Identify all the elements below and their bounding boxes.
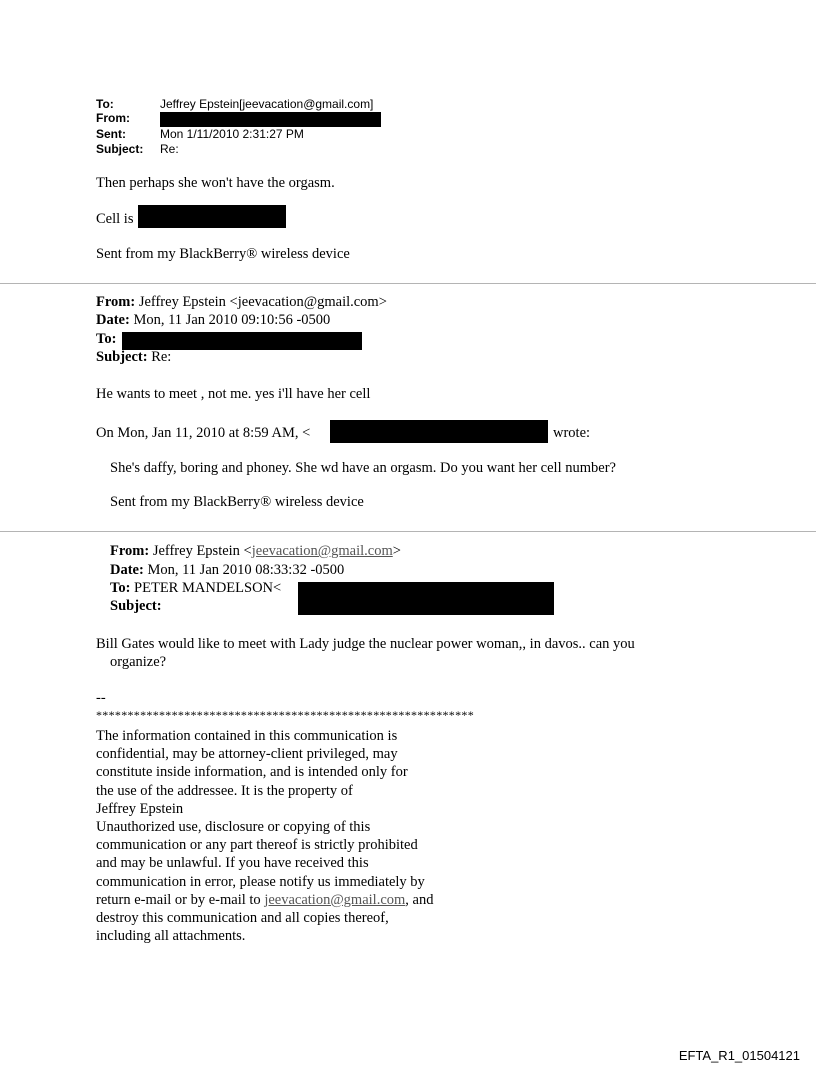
disclaimer-line: including all attachments. [96, 928, 246, 945]
disclaimer [96, 727, 433, 945]
message-3-body-line-2: organize? [110, 654, 167, 670]
message-3-body-line-1: Bill Gates would like to meet with Lady judge the nuclear power woman,, in davos.. can you [96, 636, 635, 652]
disclaimer-line: constitute inside information, and is intended only for [96, 764, 408, 781]
message-2-to [96, 331, 116, 348]
message-3-from [110, 543, 401, 560]
redaction-block [298, 582, 554, 615]
disclaimer-email-link[interactable]: jeevacation@gmail.com [264, 891, 406, 908]
subject-label: Subject: [110, 598, 162, 614]
message-2-body: He wants to meet , not me. yes i'll have her cell [96, 386, 371, 402]
to-label: To: [110, 580, 131, 596]
date-value: Mon, 11 Jan 2010 09:10:56 -0500 [129, 312, 331, 328]
message-2-subject [96, 349, 171, 366]
message-2-from [96, 294, 387, 311]
to-label: To: [96, 97, 114, 111]
subject-label: Subject: [96, 142, 144, 156]
subject-value: Re: [160, 142, 179, 156]
document-id: EFTA_R1_01504121 [678, 1048, 800, 1063]
divider [0, 531, 816, 532]
quote-intro-suffix: wrote: [553, 425, 591, 441]
from-value-suffix: > [392, 543, 401, 559]
to-value: Jeffrey Epstein[jeevacation@gmail.com] [160, 97, 374, 111]
redaction-block [160, 112, 381, 127]
disclaimer-line: communication or any part thereof is strictly prohibited [96, 837, 418, 854]
message-2-date [96, 312, 330, 329]
quoted-body: She's daffy, boring and phoney. She wd have an orgasm. Do you want her cell number? [110, 460, 616, 476]
from-email-link[interactable]: jeevacation@gmail.com [251, 543, 393, 559]
message-3-subject [110, 598, 162, 615]
disclaimer-line: and may be unlawful. If you have received this [96, 855, 369, 872]
disclaimer-email-line [96, 891, 433, 909]
message-1-signature: Sent from my BlackBerry® wireless device [96, 246, 350, 262]
signature-dashes: -- [96, 690, 106, 706]
quote-intro-prefix: On Mon, Jan 11, 2010 at 8:59 AM, < [96, 425, 311, 441]
disclaimer-email-suffix: , and [405, 891, 434, 908]
subject-value: Re: [147, 349, 172, 365]
from-label: From: [96, 294, 136, 310]
redaction-block [122, 332, 362, 350]
message-3-date [110, 562, 344, 579]
disclaimer-line: confidential, may be attorney-client privileged, may [96, 746, 398, 763]
redaction-block [138, 205, 286, 228]
redaction-block [330, 420, 548, 443]
quoted-signature: Sent from my BlackBerry® wireless device [110, 494, 364, 510]
divider [0, 283, 816, 284]
subject-label: Subject: [96, 349, 148, 365]
disclaimer-line: communication in error, please notify us immediately by [96, 873, 425, 890]
signature-stars: ************************************************************ [96, 708, 474, 722]
cell-prefix: Cell is [96, 211, 134, 227]
date-label: Date: [110, 562, 144, 578]
disclaimer-line: destroy this communication and all copies thereof, [96, 910, 389, 927]
disclaimer-line: the use of the addressee. It is the property of [96, 782, 353, 799]
sent-value: Mon 1/11/2010 2:31:27 PM [160, 127, 304, 141]
date-value: Mon, 11 Jan 2010 08:33:32 -0500 [143, 562, 345, 578]
sent-label: Sent: [96, 127, 126, 141]
to-value: PETER MANDELSON< [130, 580, 282, 596]
disclaimer-line: Unauthorized use, disclosure or copying of this [96, 819, 371, 836]
from-value: Jeffrey Epstein <jeevacation@gmail.com> [135, 294, 387, 310]
message-3-to [110, 580, 281, 597]
date-label: Date: [96, 312, 130, 328]
to-label: To: [96, 331, 117, 347]
disclaimer-line: Jeffrey Epstein [96, 800, 184, 817]
disclaimer-line: The information contained in this communication is [96, 728, 398, 744]
disclaimer-email-prefix: return e-mail or by e-mail to [96, 891, 265, 908]
from-label: From: [96, 111, 130, 125]
message-1-body: Then perhaps she won't have the orgasm. [96, 175, 335, 191]
from-label: From: [110, 543, 150, 559]
from-value-prefix: Jeffrey Epstein < [149, 543, 252, 559]
